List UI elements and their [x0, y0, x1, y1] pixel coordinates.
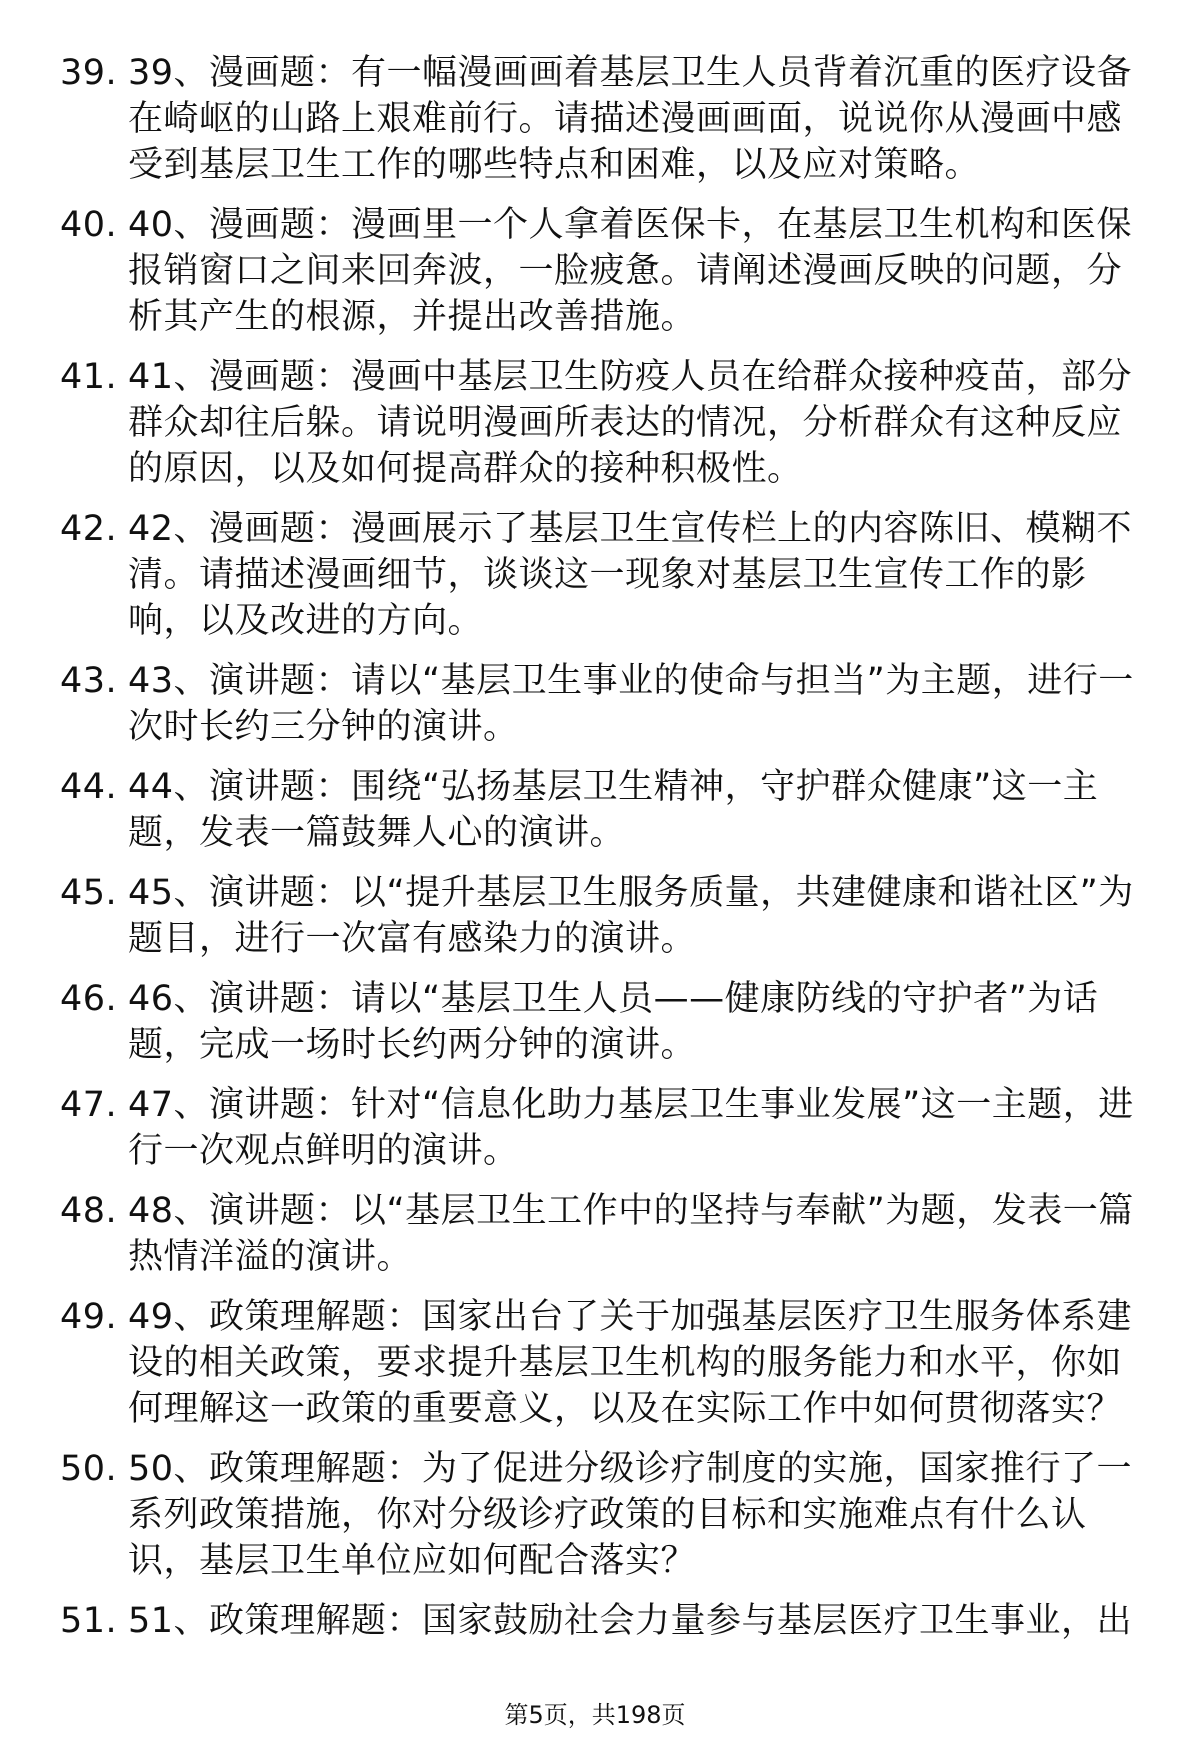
question-number: 45. [60, 873, 118, 913]
question-item [60, 1082, 1150, 1174]
question-item [60, 354, 1150, 492]
question-number: 50. [60, 1449, 118, 1489]
question-item [60, 870, 1150, 962]
question-text: 40、漫画题：漫画里一个人拿着医保卡，在基层卫生机构和医保报销窗口之间来回奔波，一脸疲惫。请阐述漫画反映的问题，分析其产生的根源，并提出改善措施。 [128, 205, 1133, 337]
question-text: 47、演讲题：针对“信息化助力基层卫生事业发展”这一主题，进行一次观点鲜明的演讲。 [128, 1085, 1134, 1171]
question-item [60, 1188, 1150, 1280]
question-item [60, 1598, 1150, 1644]
question-text: 46、演讲题：请以“基层卫生人员——健康防线的守护者”为话题，完成一场时长约两分钟的演讲。 [128, 979, 1099, 1065]
question-item [60, 764, 1150, 856]
question-number: 40. [60, 205, 118, 245]
question-text: 41、漫画题：漫画中基层卫生防疫人员在给群众接种疫苗，部分群众却往后躲。请说明漫画所表达的情况，分析群众有这种反应的原因，以及如何提高群众的接种积极性。 [128, 357, 1133, 489]
question-text: 49、政策理解题：国家出台了关于加强基层医疗卫生服务体系建设的相关政策，要求提升基层卫生机构的服务能力和水平，你如何理解这一政策的重要意义，以及在实际工作中如何贯彻落实？ [128, 1297, 1133, 1429]
question-text: 45、演讲题：以“提升基层卫生服务质量，共建健康和谐社区”为题目，进行一次富有感染力的演讲。 [128, 873, 1134, 959]
question-number: 43. [60, 661, 118, 701]
question-text: 42、漫画题：漫画展示了基层卫生宣传栏上的内容陈旧、模糊不清。请描述漫画细节，谈谈这一现象对基层卫生宣传工作的影响，以及改进的方向。 [128, 509, 1133, 641]
question-number: 51. [60, 1601, 118, 1641]
question-text: 50、政策理解题：为了促进分级诊疗制度的实施，国家推行了一系列政策措施，你对分级诊疗政策的目标和实施难点有什么认识，基层卫生单位应如何配合落实？ [128, 1449, 1133, 1581]
question-item [60, 50, 1150, 188]
question-text: 43、演讲题：请以“基层卫生事业的使命与担当”为主题，进行一次时长约三分钟的演讲。 [128, 661, 1134, 747]
question-number: 41. [60, 357, 118, 397]
question-text: 44、演讲题：围绕“弘扬基层卫生精神，守护群众健康”这一主题，发表一篇鼓舞人心的演讲。 [128, 767, 1099, 853]
question-item [60, 1446, 1150, 1584]
question-text: 48、演讲题：以“基层卫生工作中的坚持与奉献”为题，发表一篇热情洋溢的演讲。 [128, 1191, 1134, 1277]
question-item [60, 1294, 1150, 1432]
question-text: 39、漫画题：有一幅漫画画着基层卫生人员背着沉重的医疗设备在崎岖的山路上艰难前行。请描述漫画画面，说说你从漫画中感受到基层卫生工作的哪些特点和困难，以及应对策略。 [128, 53, 1133, 185]
question-number: 48. [60, 1191, 118, 1231]
question-number: 42. [60, 509, 118, 549]
question-item [60, 658, 1150, 750]
question-number: 47. [60, 1085, 118, 1125]
question-number: 49. [60, 1297, 118, 1337]
question-number: 44. [60, 767, 118, 807]
question-number: 39. [60, 53, 118, 93]
question-text: 51、政策理解题：国家鼓励社会力量参与基层医疗卫生事业，出 [128, 1601, 1133, 1641]
question-number: 46. [60, 979, 118, 1019]
question-item [60, 976, 1150, 1068]
page-footer: 第5页，共198页 [504, 1701, 686, 1729]
question-item [60, 506, 1150, 644]
question-list [60, 50, 1150, 1658]
question-item [60, 202, 1150, 340]
